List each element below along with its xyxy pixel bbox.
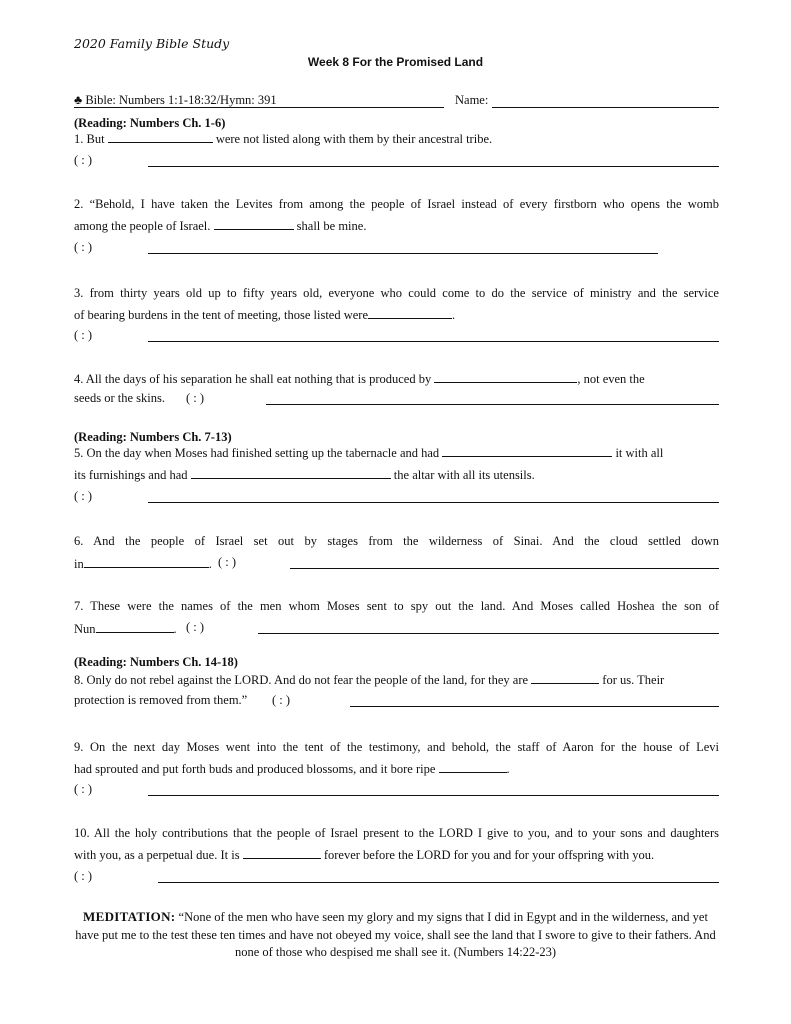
question-10 xyxy=(74,822,719,844)
answer-blank[interactable] xyxy=(531,671,599,684)
section-heading: (Reading: Numbers Ch. 14-18) xyxy=(74,655,238,669)
meditation-block xyxy=(70,908,721,962)
question-6-cont xyxy=(74,555,212,572)
name-field[interactable] xyxy=(492,107,719,108)
question-9-cont xyxy=(74,758,719,781)
question-text: shall be mine. xyxy=(296,219,367,233)
question-text: the altar with all its utensils. xyxy=(393,468,535,482)
verse-reference-label: protection is removed from them.” xyxy=(74,693,248,707)
question-1 xyxy=(74,128,719,151)
verse-reference: ( : ) xyxy=(74,869,93,883)
question-text: 1. But xyxy=(74,132,105,146)
question-text: forever before the LORD for you and for your offspring with you. xyxy=(323,848,655,862)
verse-answer-line[interactable] xyxy=(148,341,719,342)
question-6 xyxy=(74,530,719,552)
answer-blank[interactable] xyxy=(439,760,507,773)
question-text: 9. On the next day Moses went into the tent of the testimony, and behold, the staff of Aaron for the house of Levi xyxy=(74,740,719,754)
verse-reference: ( : ) xyxy=(74,153,93,167)
verse-answer-line[interactable] xyxy=(258,633,719,634)
answer-blank[interactable] xyxy=(368,306,452,319)
verse-reference: ( : ) xyxy=(218,555,237,569)
question-text: . xyxy=(208,557,212,571)
question-text: Nun xyxy=(74,622,96,636)
answer-blank[interactable] xyxy=(214,217,294,230)
question-text: 2. “Behold, I have taken the Levites from among the people of Israel instead of every firstborn who opens the womb xyxy=(74,197,719,211)
question-text: , not even the xyxy=(577,372,645,386)
verse-answer-line[interactable] xyxy=(290,568,719,569)
meditation-label: MEDITATION: xyxy=(83,909,176,924)
answer-blank[interactable] xyxy=(84,555,209,568)
question-text: . xyxy=(506,762,510,776)
meta-underline xyxy=(74,107,444,108)
verse-reference: ( : ) xyxy=(186,620,205,634)
name-label: Name: xyxy=(455,93,489,107)
question-2 xyxy=(74,193,719,215)
question-text: 3. from thirty years old up to fifty years old, everyone who could come to do the service of ministry and the service xyxy=(74,286,719,300)
question-text: it with all xyxy=(615,446,664,460)
verse-answer-line[interactable] xyxy=(266,404,719,405)
verse-reference: ( : ) xyxy=(74,240,93,254)
question-text: among the people of Israel. xyxy=(74,219,211,233)
verse-reference: ( : ) xyxy=(272,693,291,707)
question-3 xyxy=(74,282,719,304)
verse-answer-line[interactable] xyxy=(350,706,719,707)
question-8 xyxy=(74,669,719,692)
verse-reference: ( : ) xyxy=(74,328,93,342)
question-text: 8. Only do not rebel against the LORD. And do not fear the people of the land, for they are xyxy=(74,673,529,687)
verse-answer-line[interactable] xyxy=(158,882,719,883)
question-text: . xyxy=(452,308,456,322)
question-9 xyxy=(74,736,719,758)
question-text: had sprouted and put forth buds and produced blossoms, and it bore ripe xyxy=(74,762,436,776)
verse-answer-line[interactable] xyxy=(148,253,658,254)
question-text: with you, as a perpetual due. It is xyxy=(74,848,240,862)
question-text: of bearing burdens in the tent of meeting, those listed were xyxy=(74,308,369,322)
verse-reference: ( : ) xyxy=(74,782,93,796)
question-text: 5. On the day when Moses had finished setting up the tabernacle and had xyxy=(74,446,440,460)
answer-blank[interactable] xyxy=(96,620,174,633)
verse-answer-line[interactable] xyxy=(148,502,719,503)
meditation-text: “None of the men who have seen my glory and my signs that I did in Egypt and in the wilderness, and yet have put me to the test these ten times and have not obeyed my voice, shall see the land that I swore to give to their fathers. And none of those who despised me shall see it. (Numbers 14:22-23) xyxy=(75,910,716,959)
answer-blank[interactable] xyxy=(442,444,612,457)
course-title: 2020 Family Bible Study xyxy=(74,36,230,51)
question-text: 6. And the people of Israel set out by stages from the wilderness of Sinai. And the cloud settled down xyxy=(74,534,719,548)
section-heading: (Reading: Numbers Ch. 7-13) xyxy=(74,430,232,444)
question-2-cont xyxy=(74,215,719,238)
worksheet-title: Week 8 For the Promised Land xyxy=(307,55,484,69)
question-text: 7. These were the names of the men whom Moses sent to spy out the land. And Moses called Hoshea the son of xyxy=(74,599,719,613)
question-5-cont xyxy=(74,464,719,487)
answer-blank[interactable] xyxy=(191,466,391,479)
question-text: its furnishings and had xyxy=(74,468,188,482)
question-text: were not listed along with them by their ancestral tribe. xyxy=(215,132,493,146)
question-text: 10. All the holy contributions that the people of Israel present to the LORD I give to you, and to your sons and daughters xyxy=(74,826,719,840)
question-text: 4. All the days of his separation he shall eat nothing that is produced by xyxy=(74,372,432,386)
answer-blank[interactable] xyxy=(434,370,577,383)
question-text: in xyxy=(74,557,84,571)
question-7-cont xyxy=(74,620,177,637)
verse-reference: ( : ) xyxy=(74,489,93,503)
verse-reference: ( : ) xyxy=(186,391,205,405)
question-text: . xyxy=(173,622,177,636)
question-10-cont xyxy=(74,844,719,867)
question-3-cont xyxy=(74,304,719,327)
question-5 xyxy=(74,442,719,465)
verse-reference-label: seeds or the skins. xyxy=(74,391,165,405)
question-7 xyxy=(74,595,719,617)
section-heading: (Reading: Numbers Ch. 1-6) xyxy=(74,116,226,130)
reading-hymn-info: ♣ Bible: Numbers 1:1-18:32/Hymn: 391 xyxy=(74,93,277,107)
answer-blank[interactable] xyxy=(108,130,213,143)
question-4 xyxy=(74,368,719,391)
answer-blank[interactable] xyxy=(243,846,321,859)
verse-answer-line[interactable] xyxy=(148,795,719,796)
question-text: for us. Their xyxy=(602,673,665,687)
verse-answer-line[interactable] xyxy=(148,166,719,167)
